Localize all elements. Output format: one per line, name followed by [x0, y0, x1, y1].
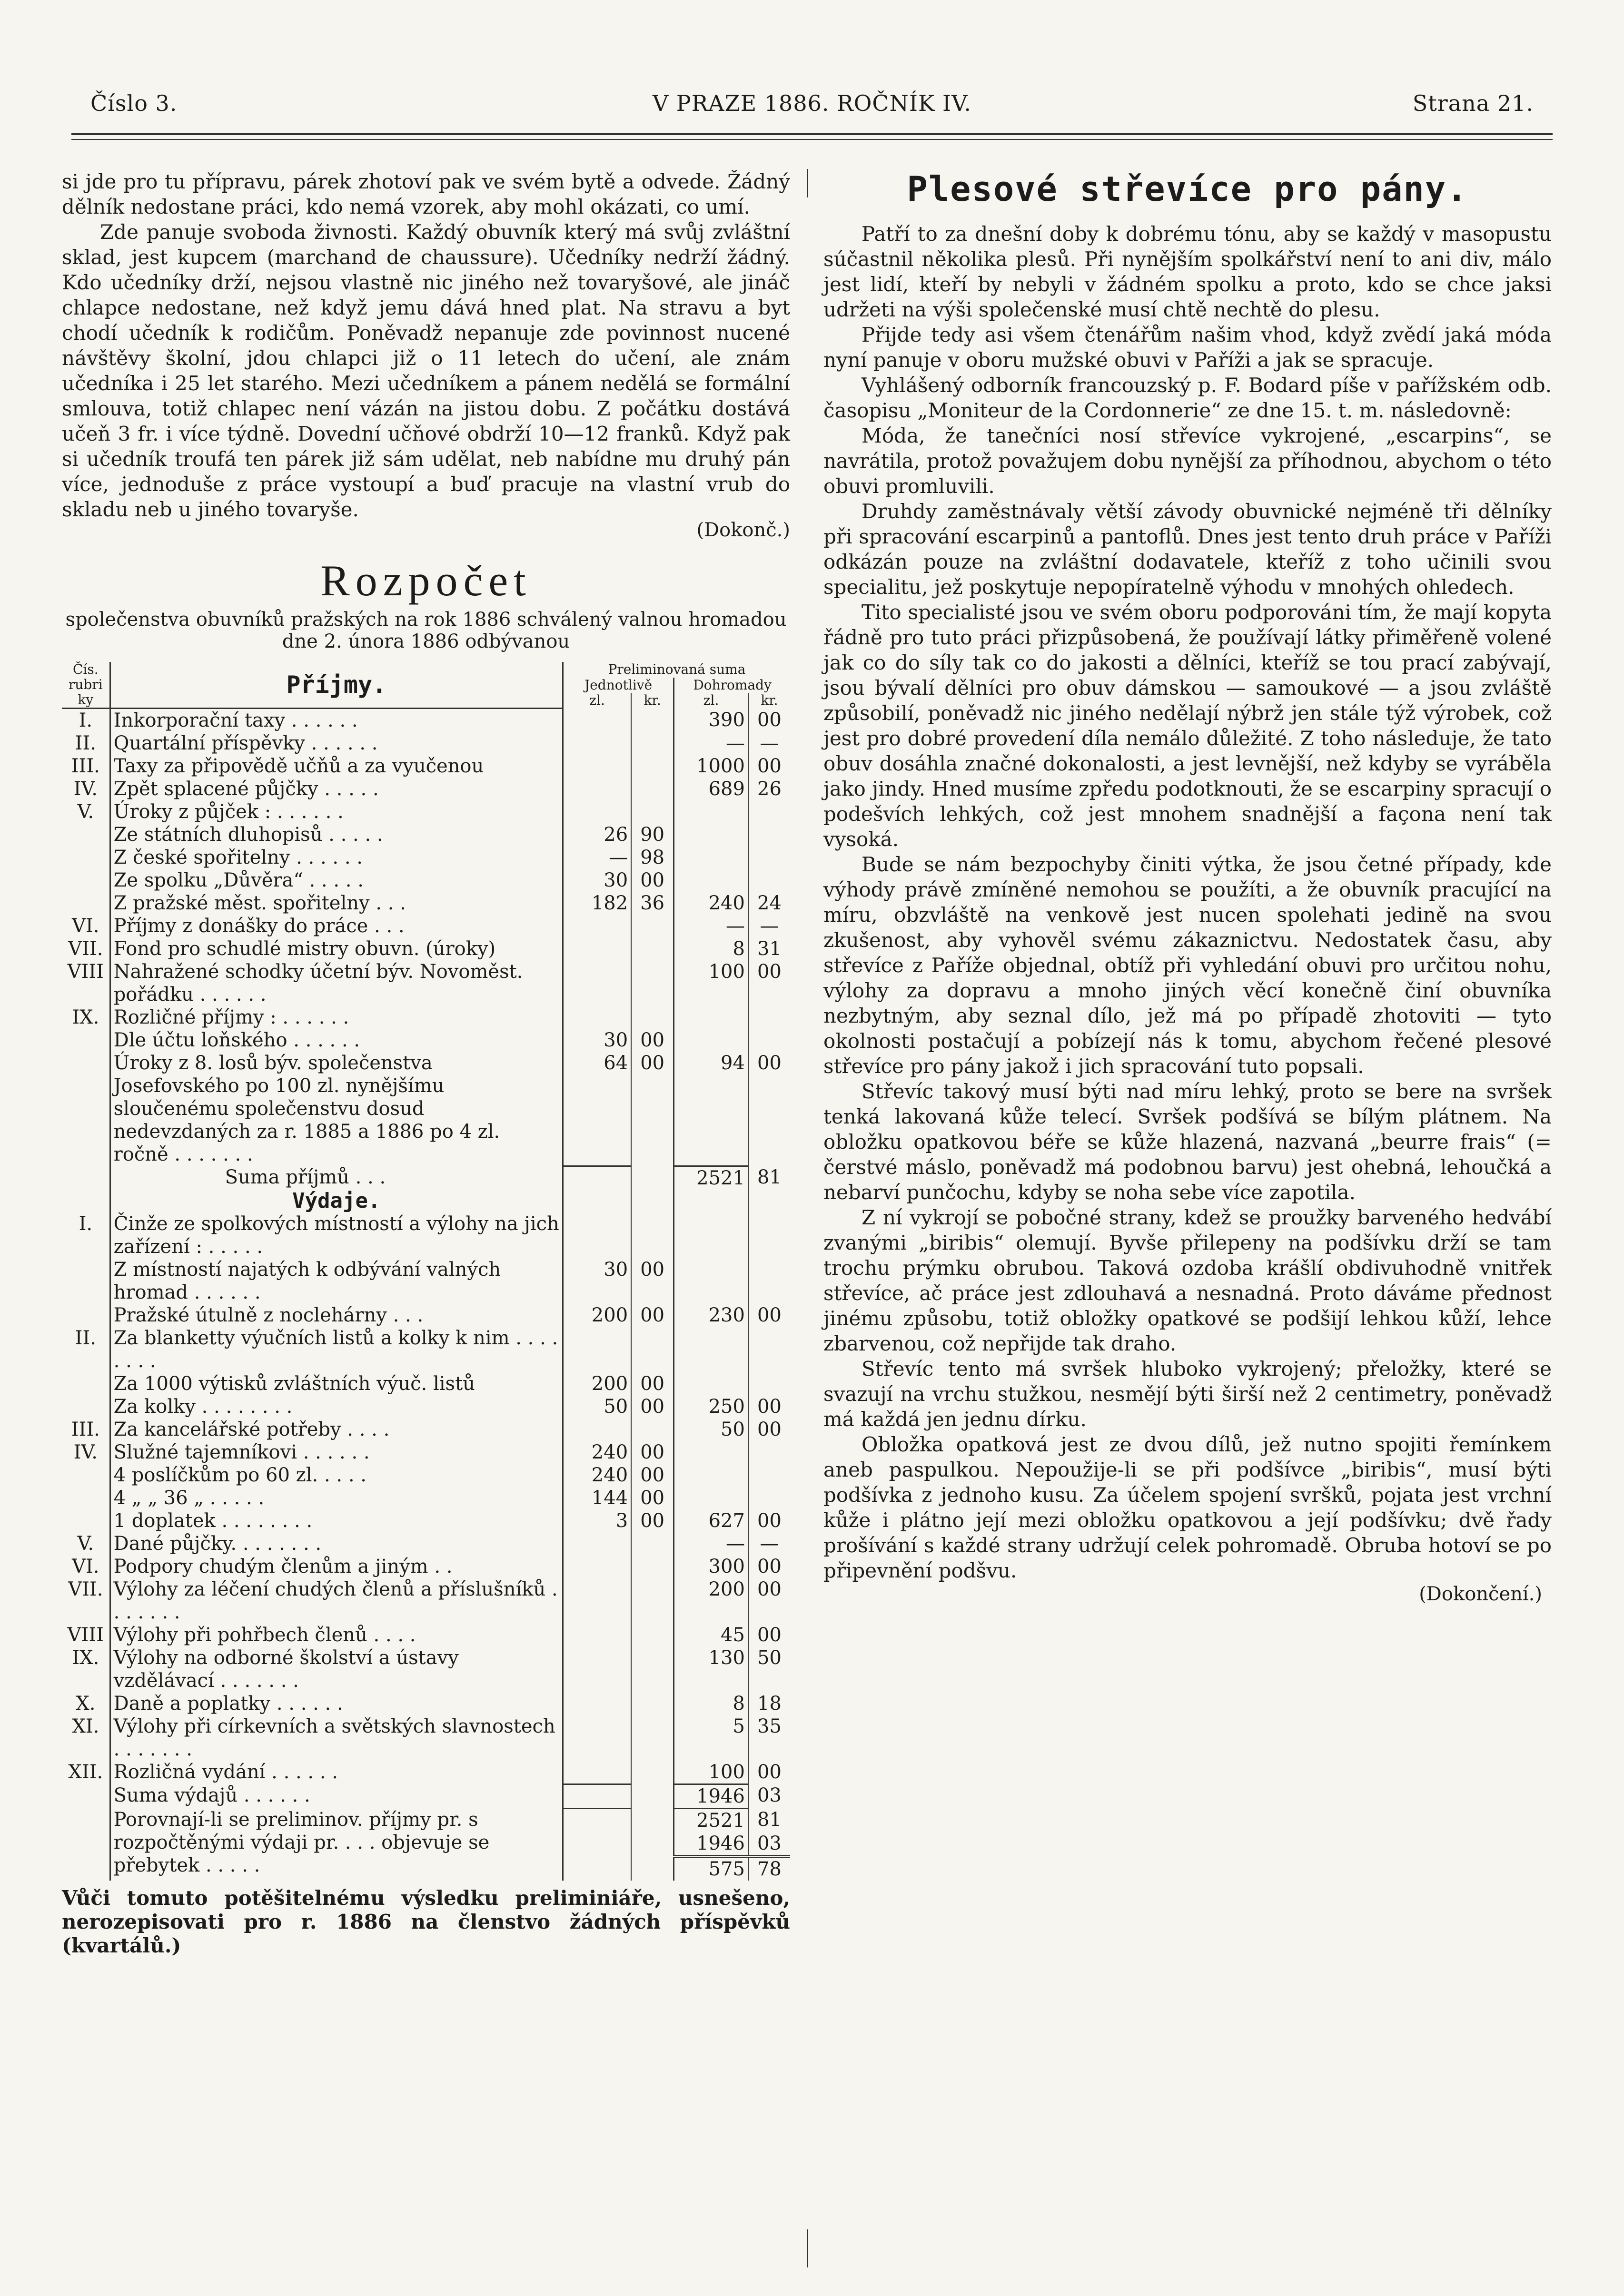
row-number: V.: [62, 800, 110, 823]
table-row: [62, 960, 790, 1006]
row-text: Fond pro schudlé mistry obuvn. (úroky): [110, 937, 563, 960]
row-text: Taxy za připovědě učňů a za vyučenou: [110, 755, 563, 778]
row-single-kr: [631, 1692, 674, 1715]
row-single-zl: [563, 1418, 631, 1441]
row-text: Za kolky . . . . . . . .: [110, 1395, 563, 1418]
right-paragraph-8: Střevíc takový musí býti nad míru lehký, proto se bere na svršek tenká lakovaná kůže telecí. Svršek podšívá se bílým plátnem. Na obložku opatkovou béře se kůže hlazená, nazvaná „beurre frais“ (= čerstvé máslo, poněvadž má podobnou barvu) jest ohebná, lehoučká a nebarví punčochu, kdyby se noha sebe více zapotila.: [823, 1080, 1552, 1204]
row-total-kr: 00: [757, 1509, 782, 1532]
row-single-kr: 36: [631, 892, 674, 915]
row-text: Služné tajemníkovi . . . . . .: [110, 1441, 563, 1464]
row-total-zl: [674, 823, 748, 846]
col-header-single: Jednotlivě: [563, 678, 673, 693]
row-text: Zpět splacené půjčky . . . . .: [110, 778, 563, 800]
income-heading: Příjmy.: [286, 671, 387, 699]
expense-sum-label: Suma výdajů . . . . . .: [110, 1784, 563, 1808]
row-number: [62, 1395, 110, 1418]
right-paragraph-4: Móda, že tanečníci nosí střevíce vykrojené, „escarpins“, se navrátila, protož považujem dobu nynější za příhodnou, abychom o této obuvi promluvili.: [823, 424, 1552, 498]
row-text: Výlohy za léčení chudých členů a příslušníků . . . . . . .: [110, 1578, 563, 1624]
col-header-prelim: Preliminovaná suma: [608, 661, 746, 677]
budget-conclusion: Vůči tomuto potěšitelnému výsledku preliminiáře, usnešeno, nerozepisovati pro r. 1886 na členstvo žádných příspěvků (kvartálů.): [62, 1886, 790, 1957]
row-text: Za kancelářské potřeby . . . .: [110, 1418, 563, 1441]
table-row: [62, 732, 790, 755]
table-row: [62, 869, 790, 892]
table-row: [62, 1052, 790, 1166]
row-number: IX.: [62, 1006, 110, 1029]
row-text: Za blanketty výučních listů a kolky k nim . . . . . . . .: [110, 1327, 563, 1372]
row-number: VII.: [62, 1578, 110, 1624]
row-text: Z místností najatých k odbývání valných hromad . . . . . .: [110, 1258, 563, 1304]
row-total-zl: 8: [674, 1692, 748, 1715]
row-single-kr: [631, 1715, 674, 1761]
row-single-kr: [631, 709, 674, 732]
row-single-kr: [631, 800, 674, 823]
row-text: Daně a poplatky . . . . . .: [110, 1692, 563, 1715]
row-text: Úroky z 8. losů býv. společenstva Josefovského po 100 zl. nynějšímu sloučenému společenstvu dosud nedevzdaných za r. 1885 a 1886 po 4 zl. ročně . . . . . . .: [110, 1052, 563, 1166]
row-number: VIII: [62, 1624, 110, 1646]
row-total-zl: 130: [674, 1646, 748, 1692]
budget-title: Rozpočet: [320, 556, 532, 605]
row-total-zl: [674, 1441, 748, 1464]
row-text: Za 1000 výtisků zvláštních výuč. listů: [110, 1372, 563, 1395]
row-total-zl: 100: [674, 1761, 748, 1784]
row-total-kr: 26: [757, 778, 782, 800]
left-end-mark: (Dokonč.): [696, 519, 790, 541]
row-number: [62, 1052, 110, 1166]
row-total-kr: —: [760, 915, 779, 937]
right-paragraph-9: Z ní vykrojí se pobočné strany, kdež se proužky barveného hedvábí zvanými „biribis“ olemují. Byvše přilepeny na podšívku drží se tam trochu prýmku obrubou. Taková ozdoba krášlí obdivuhodně vnitřek střevíce, ač práce jest zdlouhavá a nesnadná. Proto dáváme přednost jinému způsobu, totiž obložky opatkové se podšijí lehkou kůží, lehce zbarvenou, což nepřijde tak draho.: [823, 1206, 1552, 1355]
row-number: IV.: [62, 778, 110, 800]
row-total-kr: 00: [757, 709, 782, 731]
income-sum-kr: 81: [757, 1166, 782, 1188]
row-total-kr: 50: [757, 1646, 782, 1669]
row-number: X.: [62, 1692, 110, 1715]
table-row: [62, 1029, 790, 1052]
row-total-kr: 00: [757, 1624, 782, 1646]
row-total-zl: 300: [674, 1555, 748, 1578]
surplus-kr: 78: [757, 1858, 782, 1880]
right-paragraph-11: Obložka opatková jest ze dvou dílů, jež nutno spojiti řemínkem aneb paspulkou. Nepoužije-li se při podšívce „biribis“, musí býti podšívka z jednoho kusu. Za účelem spojení svršků, pojata jest vrchní kůže i plátno její mezi obložku opatkovou a její podšívku; dvě řady prošívání s každé strany udržují celek pohromadě. Obruba hotoví se po připevnění podšvu.: [823, 1433, 1552, 1582]
row-number: VI.: [62, 915, 110, 937]
right-paragraph-6: Tito specialisté jsou ve svém oboru podporováni tím, že mají kopyta řádně pro tuto práci přizpůsobená, že používají látky přiměřeně volené jak co do síly tak co do jakosti a dělníci, kteříž se tou prací zabývají, jsou bývalí dělníci pro obuv dámskou — samoukové — a jsou zvláště způsobilí, poněvadž nic jiného nedělají nýbrž jen stále týž výrobek, což jest pro dobré provedení díla nemálo důležité. Z toho následuje, že tato obuv dosáhla značné dokonalosti, a jest levnější, než kdyby se vyráběla jako jindy. Hned musíme zpředu podotknouti, že se escarpiny spracují o podešvích lehkých, což jest mnohem snadnější a façona není tak vysoká.: [823, 601, 1552, 851]
row-text: Ze státních dluhopisů . . . . .: [110, 823, 563, 846]
row-number: III.: [62, 755, 110, 778]
row-text: Úroky z půjček : . . . . . .: [110, 800, 563, 823]
col-kr-2: kr.: [761, 692, 778, 708]
row-total-zl: 250: [674, 1395, 748, 1418]
row-number: VIII: [62, 960, 110, 1006]
row-number: V.: [62, 1532, 110, 1555]
row-text: Činže ze spolkových místností a výlohy na jich zařízení : . . . . .: [110, 1212, 563, 1258]
row-total-zl: 390: [674, 709, 748, 732]
row-number: IX.: [62, 1646, 110, 1692]
row-single-zl: 200: [563, 1304, 631, 1327]
row-number: [62, 846, 110, 869]
row-single-kr: 00: [631, 1464, 674, 1487]
row-number: III.: [62, 1418, 110, 1441]
row-single-kr: 00: [631, 1395, 674, 1418]
row-total-zl: 50: [674, 1418, 748, 1441]
row-text: Výlohy při církevních a světských slavnostech . . . . . . .: [110, 1715, 563, 1761]
comparison-label: Porovnají-li se preliminov. příjmy pr. s rozpočtěnými výdaji pr. . . . objevuje se přebytek . . . . .: [110, 1808, 563, 1881]
row-single-kr: [631, 755, 674, 778]
table-row: [62, 892, 790, 915]
row-total-zl: [674, 1464, 748, 1487]
row-text: Z pražské měst. spořitelny . . .: [110, 892, 563, 915]
row-single-zl: [563, 1006, 631, 1029]
table-row: [62, 1304, 790, 1327]
left-paragraph-1: si jde pro tu přípravu, párek zhotoví pak ve svém bytě a odvede. Žádný dělník nedostane práci, kdo nemá vzorek, aby mohl okázati, co umí.: [62, 170, 790, 218]
row-number: II.: [62, 1327, 110, 1372]
row-single-zl: 240: [563, 1464, 631, 1487]
table-row: [62, 1761, 790, 1784]
row-text: Pražské útulně z noclehárny . . .: [110, 1304, 563, 1327]
row-total-zl: 8: [674, 937, 748, 960]
col-header-income: [110, 662, 563, 709]
row-total-kr: —: [760, 732, 779, 754]
row-single-kr: [631, 960, 674, 1006]
row-number: XII.: [62, 1761, 110, 1784]
row-text: Výlohy při pohřbech členů . . . .: [110, 1624, 563, 1646]
row-single-kr: 00: [631, 1304, 674, 1327]
row-number: [62, 869, 110, 892]
row-number: [62, 1029, 110, 1052]
row-total-kr: [748, 1372, 790, 1395]
right-paragraph-5: Druhdy zaměstnávaly větší závody obuvnické nejméně tři dělníky při spracování escarpinů a pantoflů. Dnes jest tento druh práce v Paříži odkázán pouze na zvláštní dodavatele, kteříž z toho učinili svou specialitu, jež poskytuje nepopíratelně výhodu v mnohých ohledech.: [823, 500, 1552, 599]
row-total-zl: [674, 1029, 748, 1052]
budget-table: [62, 662, 790, 1881]
row-total-kr: 18: [757, 1692, 782, 1715]
row-total-kr: 00: [757, 1555, 782, 1577]
row-total-zl: 689: [674, 778, 748, 800]
row-total-zl: [674, 1258, 748, 1304]
col-header-total: Dohromady: [693, 677, 772, 693]
row-text: Příjmy z donášky do práce . . .: [110, 915, 563, 937]
right-paragraph-1: Patří to za dnešní doby k dobrému tónu, aby se každý v masopustu súčastnil několika plesů. Při nynějším spolkářství není to ani div, málo jest lidí, kteří by nebyli v žádném spolku a proto, kdo se chce jaksi udržeti na výši společenské musí chtě nechtě do plesu.: [823, 222, 1552, 321]
row-single-zl: [563, 1715, 631, 1761]
row-single-kr: [631, 937, 674, 960]
cmp-income-zl: 2521: [674, 1808, 748, 1832]
row-total-zl: —: [674, 915, 748, 937]
row-single-zl: [563, 960, 631, 1006]
row-single-zl: [563, 1532, 631, 1555]
row-number: [62, 1372, 110, 1395]
table-row: [62, 800, 790, 823]
row-number: [62, 823, 110, 846]
row-single-zl: [563, 1578, 631, 1624]
row-single-kr: [631, 1212, 674, 1258]
row-single-zl: [563, 1761, 631, 1784]
table-row: [62, 1715, 790, 1761]
income-sum-label: Suma příjmů . . .: [110, 1166, 563, 1190]
row-total-kr: [748, 1006, 790, 1029]
row-single-zl: 30: [563, 869, 631, 892]
row-total-kr: 31: [757, 938, 782, 960]
row-single-kr: [631, 1578, 674, 1624]
row-total-kr: 24: [757, 892, 782, 914]
row-total-kr: [748, 823, 790, 846]
row-single-kr: 98: [631, 846, 674, 869]
row-total-kr: [748, 869, 790, 892]
row-number: [62, 1487, 110, 1509]
row-single-kr: 00: [631, 1258, 674, 1304]
row-total-kr: [748, 1258, 790, 1304]
row-single-kr: [631, 1532, 674, 1555]
row-single-zl: 30: [563, 1258, 631, 1304]
row-total-kr: 00: [757, 755, 782, 777]
row-single-zl: [563, 1624, 631, 1646]
row-text: Dané půjčky. . . . . . . .: [110, 1532, 563, 1555]
row-single-zl: 182: [563, 892, 631, 915]
row-single-kr: 00: [631, 1487, 674, 1509]
row-single-zl: 144: [563, 1487, 631, 1509]
row-single-kr: 00: [631, 1441, 674, 1464]
row-total-zl: [674, 1212, 748, 1258]
row-single-zl: 200: [563, 1372, 631, 1395]
row-total-kr: 00: [757, 1761, 782, 1783]
table-row: [62, 1006, 790, 1029]
right-paragraph-3: Vyhlášený odborník francouzský p. F. Bodard píše v pařížském odb. časopisu „Moniteur de la Cordonnerie“ ze dne 15. t. m. následovně:: [823, 374, 1552, 422]
row-single-kr: 00: [631, 1029, 674, 1052]
row-single-kr: [631, 732, 674, 755]
row-total-zl: [674, 1327, 748, 1372]
row-single-zl: —: [563, 846, 631, 869]
row-number: VII.: [62, 937, 110, 960]
row-single-zl: [563, 1555, 631, 1578]
row-total-kr: 00: [757, 1418, 782, 1440]
row-total-zl: [674, 1006, 748, 1029]
row-text: 1 doplatek . . . . . . . .: [110, 1509, 563, 1532]
table-row: [62, 823, 790, 846]
row-text: Rozličné příjmy : . . . . . .: [110, 1006, 563, 1029]
right-column: [823, 169, 1552, 1605]
table-row: [62, 1395, 790, 1418]
row-total-zl: 94: [674, 1052, 748, 1166]
row-text: Ze spolku „Důvěra“ . . . . .: [110, 869, 563, 892]
row-total-zl: [674, 1487, 748, 1509]
row-total-zl: —: [674, 732, 748, 755]
income-sum-zl: 2521: [674, 1166, 748, 1190]
page-header: [71, 90, 1553, 124]
row-single-kr: [631, 915, 674, 937]
table-row: [62, 1578, 790, 1624]
row-single-kr: [631, 1418, 674, 1441]
row-single-zl: 64: [563, 1052, 631, 1166]
issue-number: Číslo 3.: [90, 90, 178, 116]
row-single-kr: [631, 1646, 674, 1692]
table-row: [62, 778, 790, 800]
row-single-zl: [563, 732, 631, 755]
row-number: I.: [62, 709, 110, 732]
table-row: [62, 755, 790, 778]
row-total-zl: 200: [674, 1578, 748, 1624]
row-single-zl: [563, 778, 631, 800]
row-text: Rozličná vydání . . . . . .: [110, 1761, 563, 1784]
row-total-zl: 1000: [674, 755, 748, 778]
table-row: [62, 1692, 790, 1715]
col-zl-2: zl.: [674, 693, 748, 709]
row-single-zl: [563, 755, 631, 778]
col-kr-1: kr.: [631, 693, 674, 709]
row-text: 4 poslíčkům po 60 zl. . . . .: [110, 1464, 563, 1487]
right-paragraph-7: Bude se nám bezpochyby činiti výtka, že jsou četné případy, kde výhody právě zmíněné nemohou se použíti, a že obuvník pracující na míru, obzvláště na venkově jest nucen spolehati jedině na svou zkušenost, aby vyhověl svému zákaznictvu. Nedostatek času, aby střevíce z Paříže objednal, obtíž při vyhledání obuvi pro určitou nohu, výlohy za dopravu a mnoho jiných věcí konečně činí obuvníka nezbytným, aby seznal dílo, jež má po případě zhotoviti — tyto okolnosti postačují a pobízejí nás k tomu, abychom řečené plesové střevíce pro pány jakož i jich spracování tuto popsali.: [823, 853, 1552, 1078]
row-single-zl: [563, 937, 631, 960]
left-paragraph-2: Zde panuje svoboda živnosti. Každý obuvník který má svůj zvláštní sklad, jest kupcem (marchand de chaussure). Učedníky nedrží žádný. Kdo učedníky drží, nejsou vlastně nic jiného než tovaryšové, ale jináč chlapce nedostane, než když jemu dává hned plat. Na stravu a byt chodí učedník k rodičům. Poněvadž nepanuje zde povinnost nucené návštěvy školní, jdou chlapci již o 11 letech do učení, ale znám učedníka i 25 let starého. Mezi učedníkem a pánem nedělá se formální smlouva, totiž chlapec není vázán na jistou dobu. Z počátku dostává učeň 3 fr. i více týdně. Dovední učňové obdrží 10—12 franků. Když pak si učedník troufá ten párek již sám udělat, neb nabídne mu druhý pán více, jednoduše z práce vystoupí a buď pracuje na vlastní vrub do skladu neb u jiného tovaryše.: [62, 220, 790, 521]
row-total-kr: 00: [757, 961, 782, 983]
row-total-zl: —: [674, 1532, 748, 1555]
row-total-zl: 5: [674, 1715, 748, 1761]
row-total-zl: [674, 800, 748, 823]
cmp-expense-zl: 1946: [674, 1832, 748, 1856]
left-column: [62, 169, 790, 1978]
row-single-zl: [563, 1327, 631, 1372]
row-single-kr: [631, 1327, 674, 1372]
table-row: [62, 1441, 790, 1464]
col-zl-1: zl.: [563, 693, 631, 709]
page-number: Strana 21.: [1412, 90, 1534, 116]
row-total-kr: 35: [757, 1715, 782, 1737]
article-title: Plesové střevíce pro pány.: [907, 169, 1468, 209]
row-single-kr: [631, 1006, 674, 1029]
table-row: [62, 1555, 790, 1578]
row-number: [62, 1304, 110, 1327]
row-single-zl: 50: [563, 1395, 631, 1418]
table-row: [62, 1327, 790, 1372]
income-rows: [62, 709, 790, 1166]
table-row: [62, 1509, 790, 1532]
cmp-income-kr: 81: [757, 1809, 782, 1831]
row-total-kr: [748, 1487, 790, 1509]
table-row: [62, 846, 790, 869]
expense-sum-zl: 1946: [674, 1784, 748, 1808]
table-row: [62, 1372, 790, 1395]
right-paragraph-2: Přijde tedy asi všem čtenářům našim vhod, když zvědí jaká móda nyní panuje v oboru mužské obuvi v Paříži a jak se spracuje.: [823, 323, 1552, 372]
col-header-number: Čís. rubri ky: [62, 662, 110, 709]
row-text: Quartální příspěvky . . . . . .: [110, 732, 563, 755]
surplus-zl: 575: [674, 1856, 748, 1881]
row-single-zl: [563, 1646, 631, 1692]
row-single-kr: [631, 1555, 674, 1578]
row-single-zl: 26: [563, 823, 631, 846]
row-number: [62, 1509, 110, 1532]
table-row: [62, 1464, 790, 1487]
row-text: Z české spořitelny . . . . . .: [110, 846, 563, 869]
row-total-kr: —: [760, 1532, 779, 1555]
row-text: Podpory chudým členům a jiným . .: [110, 1555, 563, 1578]
table-row: [62, 1646, 790, 1692]
column-divider-bottom: [807, 2229, 808, 2267]
row-single-zl: 30: [563, 1029, 631, 1052]
row-total-zl: [674, 1372, 748, 1395]
table-row: [62, 1624, 790, 1646]
row-text: Výlohy na odborné školství a ústavy vzdělávací . . . . . . .: [110, 1646, 563, 1692]
row-number: [62, 1258, 110, 1304]
row-total-kr: [748, 1327, 790, 1372]
row-single-zl: 3: [563, 1509, 631, 1532]
row-single-kr: [631, 1761, 674, 1784]
row-total-kr: [748, 846, 790, 869]
table-row: [62, 1258, 790, 1304]
row-total-kr: [748, 1029, 790, 1052]
column-divider: [807, 169, 808, 197]
row-single-kr: 00: [631, 869, 674, 892]
row-number: I.: [62, 1212, 110, 1258]
row-number: XI.: [62, 1715, 110, 1761]
row-text: Nahražené schodky účetní býv. Novoměst. pořádku . . . . . .: [110, 960, 563, 1006]
row-single-zl: [563, 915, 631, 937]
row-single-zl: [563, 1692, 631, 1715]
expense-rows: [62, 1212, 790, 1784]
row-total-zl: 240: [674, 892, 748, 915]
row-total-kr: 00: [757, 1395, 782, 1418]
right-paragraph-10: Střevíc tento má svršek hluboko vykrojený; přeložky, které se svazují na vrchu stužkou, nesmějí býti širší než 2 centimetry, poněvadž má každá jen jednu dírku.: [823, 1357, 1552, 1431]
row-single-zl: [563, 800, 631, 823]
header-rule: [71, 133, 1553, 135]
row-single-zl: [563, 1212, 631, 1258]
row-total-kr: [748, 1212, 790, 1258]
row-total-kr: 00: [757, 1052, 782, 1074]
budget-subtitle: společenstva obuvníků pražských na rok 1886 schválený valnou hromadou dne 2. února 1886 odbývanou: [65, 609, 787, 652]
row-text: Dle účtu loňského . . . . . .: [110, 1029, 563, 1052]
row-total-kr: [748, 1464, 790, 1487]
expense-heading: Výdaje.: [110, 1190, 563, 1212]
table-row: [62, 915, 790, 937]
table-row: [62, 1418, 790, 1441]
row-number: IV.: [62, 1441, 110, 1464]
row-total-zl: [674, 869, 748, 892]
row-single-kr: [631, 1624, 674, 1646]
expense-sum-kr: 03: [757, 1784, 782, 1806]
row-total-zl: 100: [674, 960, 748, 1006]
row-number: VI.: [62, 1555, 110, 1578]
row-number: II.: [62, 732, 110, 755]
row-total-zl: [674, 846, 748, 869]
row-total-kr: 00: [757, 1304, 782, 1326]
row-single-zl: 240: [563, 1441, 631, 1464]
row-text: 4 „ „ 36 „ . . . . .: [110, 1487, 563, 1509]
header-title: V PRAZE 1886. ROČNÍK IV.: [652, 90, 972, 116]
row-single-kr: [631, 778, 674, 800]
row-total-kr: [748, 1441, 790, 1464]
row-number: [62, 892, 110, 915]
table-row: [62, 937, 790, 960]
row-single-kr: 90: [631, 823, 674, 846]
row-total-kr: 00: [757, 1578, 782, 1600]
row-text: Inkorporační taxy . . . . . .: [110, 709, 563, 732]
table-row: [62, 1532, 790, 1555]
row-total-kr: [748, 800, 790, 823]
row-total-zl: 230: [674, 1304, 748, 1327]
row-single-kr: 00: [631, 1052, 674, 1166]
table-row: [62, 1487, 790, 1509]
right-end-mark: (Dokončení.): [1419, 1583, 1542, 1605]
row-total-zl: 45: [674, 1624, 748, 1646]
row-single-zl: [563, 709, 631, 732]
row-single-kr: 00: [631, 1372, 674, 1395]
table-row: [62, 709, 790, 732]
row-single-kr: 00: [631, 1509, 674, 1532]
row-number: [62, 1464, 110, 1487]
cmp-expense-kr: 03: [748, 1832, 790, 1856]
header-rule-2: [71, 139, 1553, 140]
table-row: [62, 1212, 790, 1258]
row-total-zl: 627: [674, 1509, 748, 1532]
